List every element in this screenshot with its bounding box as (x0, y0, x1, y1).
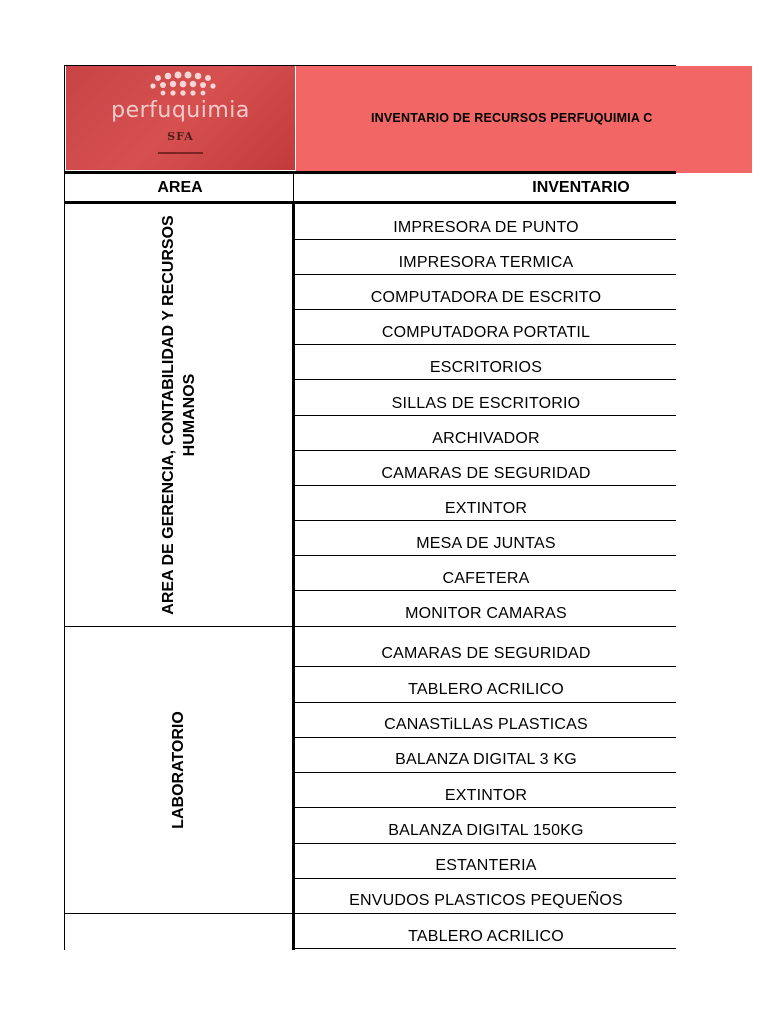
item-label: EXTINTOR (444, 787, 528, 804)
row-divider (294, 948, 676, 949)
item-label: ARCHIVADOR (432, 430, 540, 447)
row-divider (294, 772, 676, 773)
list-item (296, 848, 676, 882)
row-divider (294, 913, 676, 914)
row-divider (294, 843, 676, 844)
list-item (296, 707, 676, 741)
row-divider (294, 590, 676, 591)
column-divider-header (293, 172, 294, 202)
item-label: BALANZA DIGITAL 150KG (388, 822, 584, 839)
list-item (296, 813, 676, 847)
row-divider (294, 520, 676, 521)
row-divider (294, 309, 676, 310)
row-divider (294, 274, 676, 275)
row-divider (294, 878, 676, 879)
row-divider (294, 626, 676, 627)
row-divider (294, 379, 676, 380)
item-label: ESTANTERIA (435, 857, 537, 874)
item-label: COMPUTADORA DE ESCRITO (370, 289, 602, 306)
item-label: CAMARAS DE SEGURIDAD (381, 465, 591, 482)
row-divider (294, 666, 676, 667)
left-border (64, 65, 65, 950)
row-divider (294, 737, 676, 738)
item-label: TABLERO ACRILICO (408, 928, 564, 945)
row-divider (294, 239, 676, 240)
item-label: CANASTiLLAS PLASTICAS (384, 716, 588, 733)
row-divider (294, 702, 676, 703)
item-label: CAMARAS DE SEGURIDAD (381, 645, 591, 662)
area-label-gerencia: AREA DE GERENCIA, CONTABILIDAD Y RECURSOS HUMANOS (160, 215, 198, 615)
item-label: CAFETERA (442, 570, 530, 587)
list-item (296, 596, 676, 630)
item-label: IMPRESORA DE PUNTO (393, 219, 579, 236)
item-label: IMPRESORA TERMICA (398, 254, 574, 271)
item-label: MESA DE JUNTAS (416, 535, 556, 552)
item-label: MONITOR CAMARAS (405, 605, 567, 622)
row-divider (294, 555, 676, 556)
item-label: EXTINTOR (444, 500, 528, 517)
list-item (296, 742, 676, 776)
row-divider (294, 344, 676, 345)
list-item (296, 883, 676, 917)
item-label: SILLAS DE ESCRITORIO (391, 395, 581, 412)
column-header-inventory: INVENTARIO (532, 179, 630, 196)
header-bottom-border (64, 201, 676, 204)
page-title: INVENTARIO DE RECURSOS PERFUQUIMIA C (371, 111, 653, 125)
item-label: COMPUTADORA PORTATIL (381, 324, 591, 341)
column-divider (292, 202, 295, 950)
item-label: ESCRITORIOS (429, 359, 543, 376)
title-cell (296, 66, 752, 173)
company-logo (66, 66, 295, 170)
row-divider (294, 807, 676, 808)
table-top-border (64, 65, 676, 66)
brand-name: perfuquimia (111, 98, 250, 123)
row-divider (294, 450, 676, 451)
item-label: BALANZA DIGITAL 3 KG (395, 751, 577, 768)
item-label: ENVUDOS PLASTICOS PEQUEÑOS (349, 892, 623, 909)
item-label: TABLERO ACRILICO (408, 681, 564, 698)
sub-brand-mark: SFA (167, 130, 194, 143)
column-header-area: AREA (157, 179, 203, 196)
list-item (296, 672, 676, 706)
area-label-laboratorio: LABORATORIO (170, 711, 187, 829)
section-divider (64, 913, 294, 914)
row-divider (294, 485, 676, 486)
header-top-border (64, 171, 676, 174)
row-divider (294, 415, 676, 416)
